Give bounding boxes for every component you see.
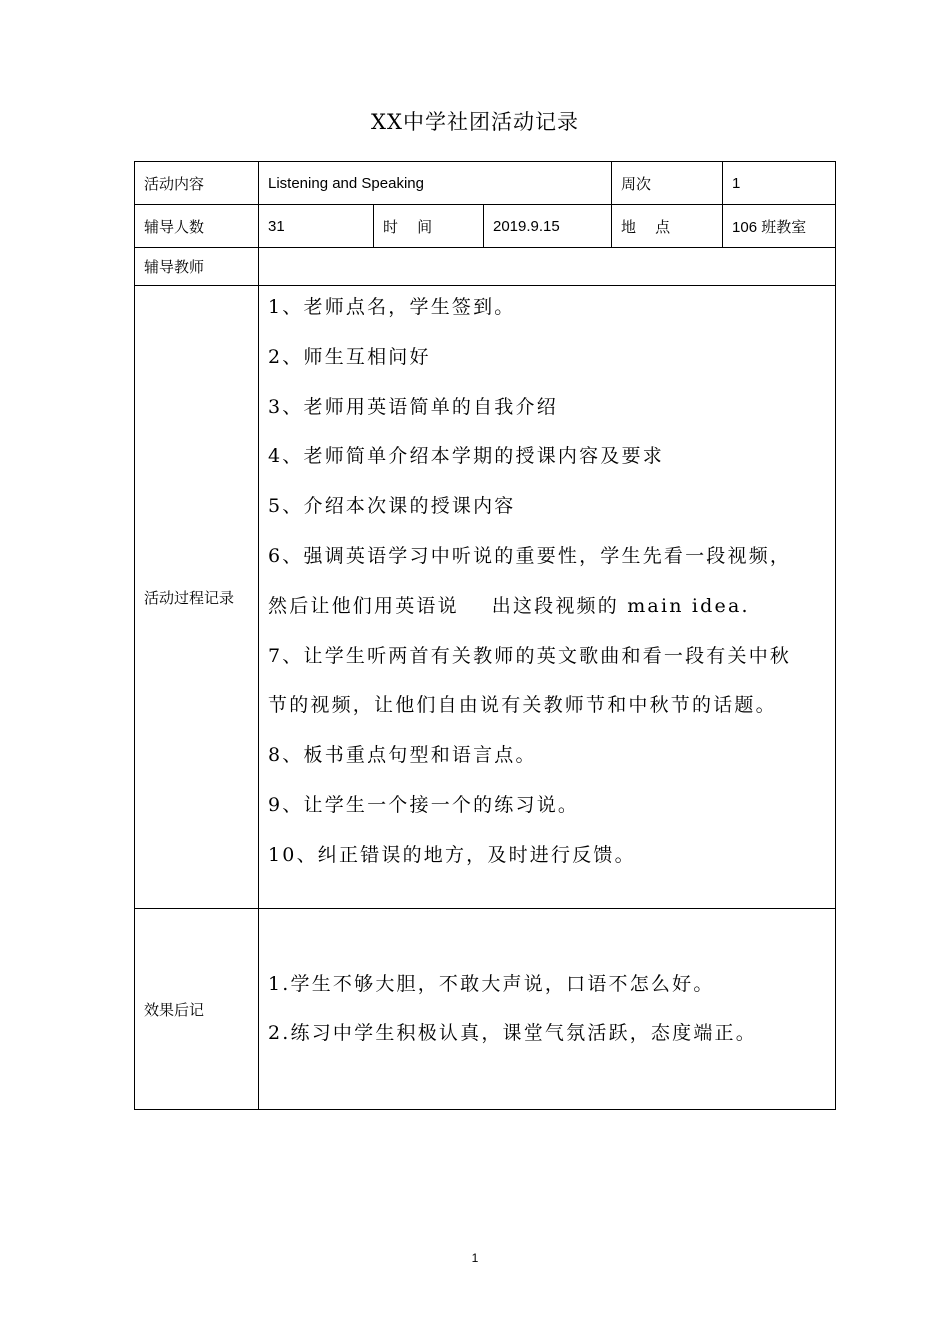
time-label: 时 间 <box>374 205 484 248</box>
teacher-value <box>259 248 836 286</box>
document-title: XX中学社团活动记录 <box>371 110 579 134</box>
row-teacher <box>135 248 836 286</box>
effect-label: 效果后记 <box>135 909 259 1110</box>
process-label: 活动过程记录 <box>135 286 259 909</box>
location-label: 地 点 <box>612 205 723 248</box>
process-line: 节的视频，让他们自由说有关教师节和中秋节的话题。 <box>268 694 777 717</box>
activity-content-value: Listening and Speaking <box>259 162 612 205</box>
location-value: 106 班教室 <box>723 205 836 248</box>
process-line: 9、让学生一个接一个的练习说。 <box>268 793 580 816</box>
process-line: 3、老师用英语简单的自我介绍 <box>268 395 558 418</box>
process-line: 8、板书重点句型和语言点。 <box>268 744 537 767</box>
time-value: 2019.9.15 <box>484 205 612 248</box>
activity-record-table <box>134 161 836 1110</box>
process-line: 然后让他们用英语说 出这段视频的 main idea. <box>268 594 750 617</box>
counselor-count-label: 辅导人数 <box>135 205 259 248</box>
effect-line: 2.练习中学生积极认真，课堂气氛活跃，态度端正。 <box>268 1022 757 1044</box>
effect-list <box>268 960 835 1058</box>
effect-line: 1.学生不够大胆，不敢大声说，口语不怎么好。 <box>268 973 715 995</box>
week-label: 周次 <box>612 162 723 205</box>
activity-content-label: 活动内容 <box>135 162 259 205</box>
counselor-count-value: 31 <box>259 205 374 248</box>
week-value: 1 <box>723 162 836 205</box>
row-activity-content <box>135 162 836 205</box>
process-content <box>259 286 836 909</box>
page-number: 1 <box>471 1251 479 1265</box>
row-counselor-info <box>135 205 836 248</box>
teacher-label: 辅导教师 <box>135 248 259 286</box>
effect-content <box>259 909 836 1110</box>
row-process <box>135 286 836 909</box>
process-line: 1、老师点名，学生签到。 <box>268 296 516 318</box>
process-list <box>268 286 835 881</box>
process-line: 5、介绍本次课的授课内容 <box>268 495 516 518</box>
process-line: 4、老师简单介绍本学期的授课内容及要求 <box>268 445 664 468</box>
process-line: 2、师生互相问好 <box>268 345 431 368</box>
row-effect <box>135 909 836 1110</box>
process-line: 6、强调英语学习中听说的重要性，学生先看一段视频， <box>268 544 792 567</box>
process-line: 7、让学生听两首有关教师的英文歌曲和看一段有关中秋 <box>268 644 792 667</box>
process-line: 10、纠正错误的地方，及时进行反馈。 <box>268 843 636 866</box>
